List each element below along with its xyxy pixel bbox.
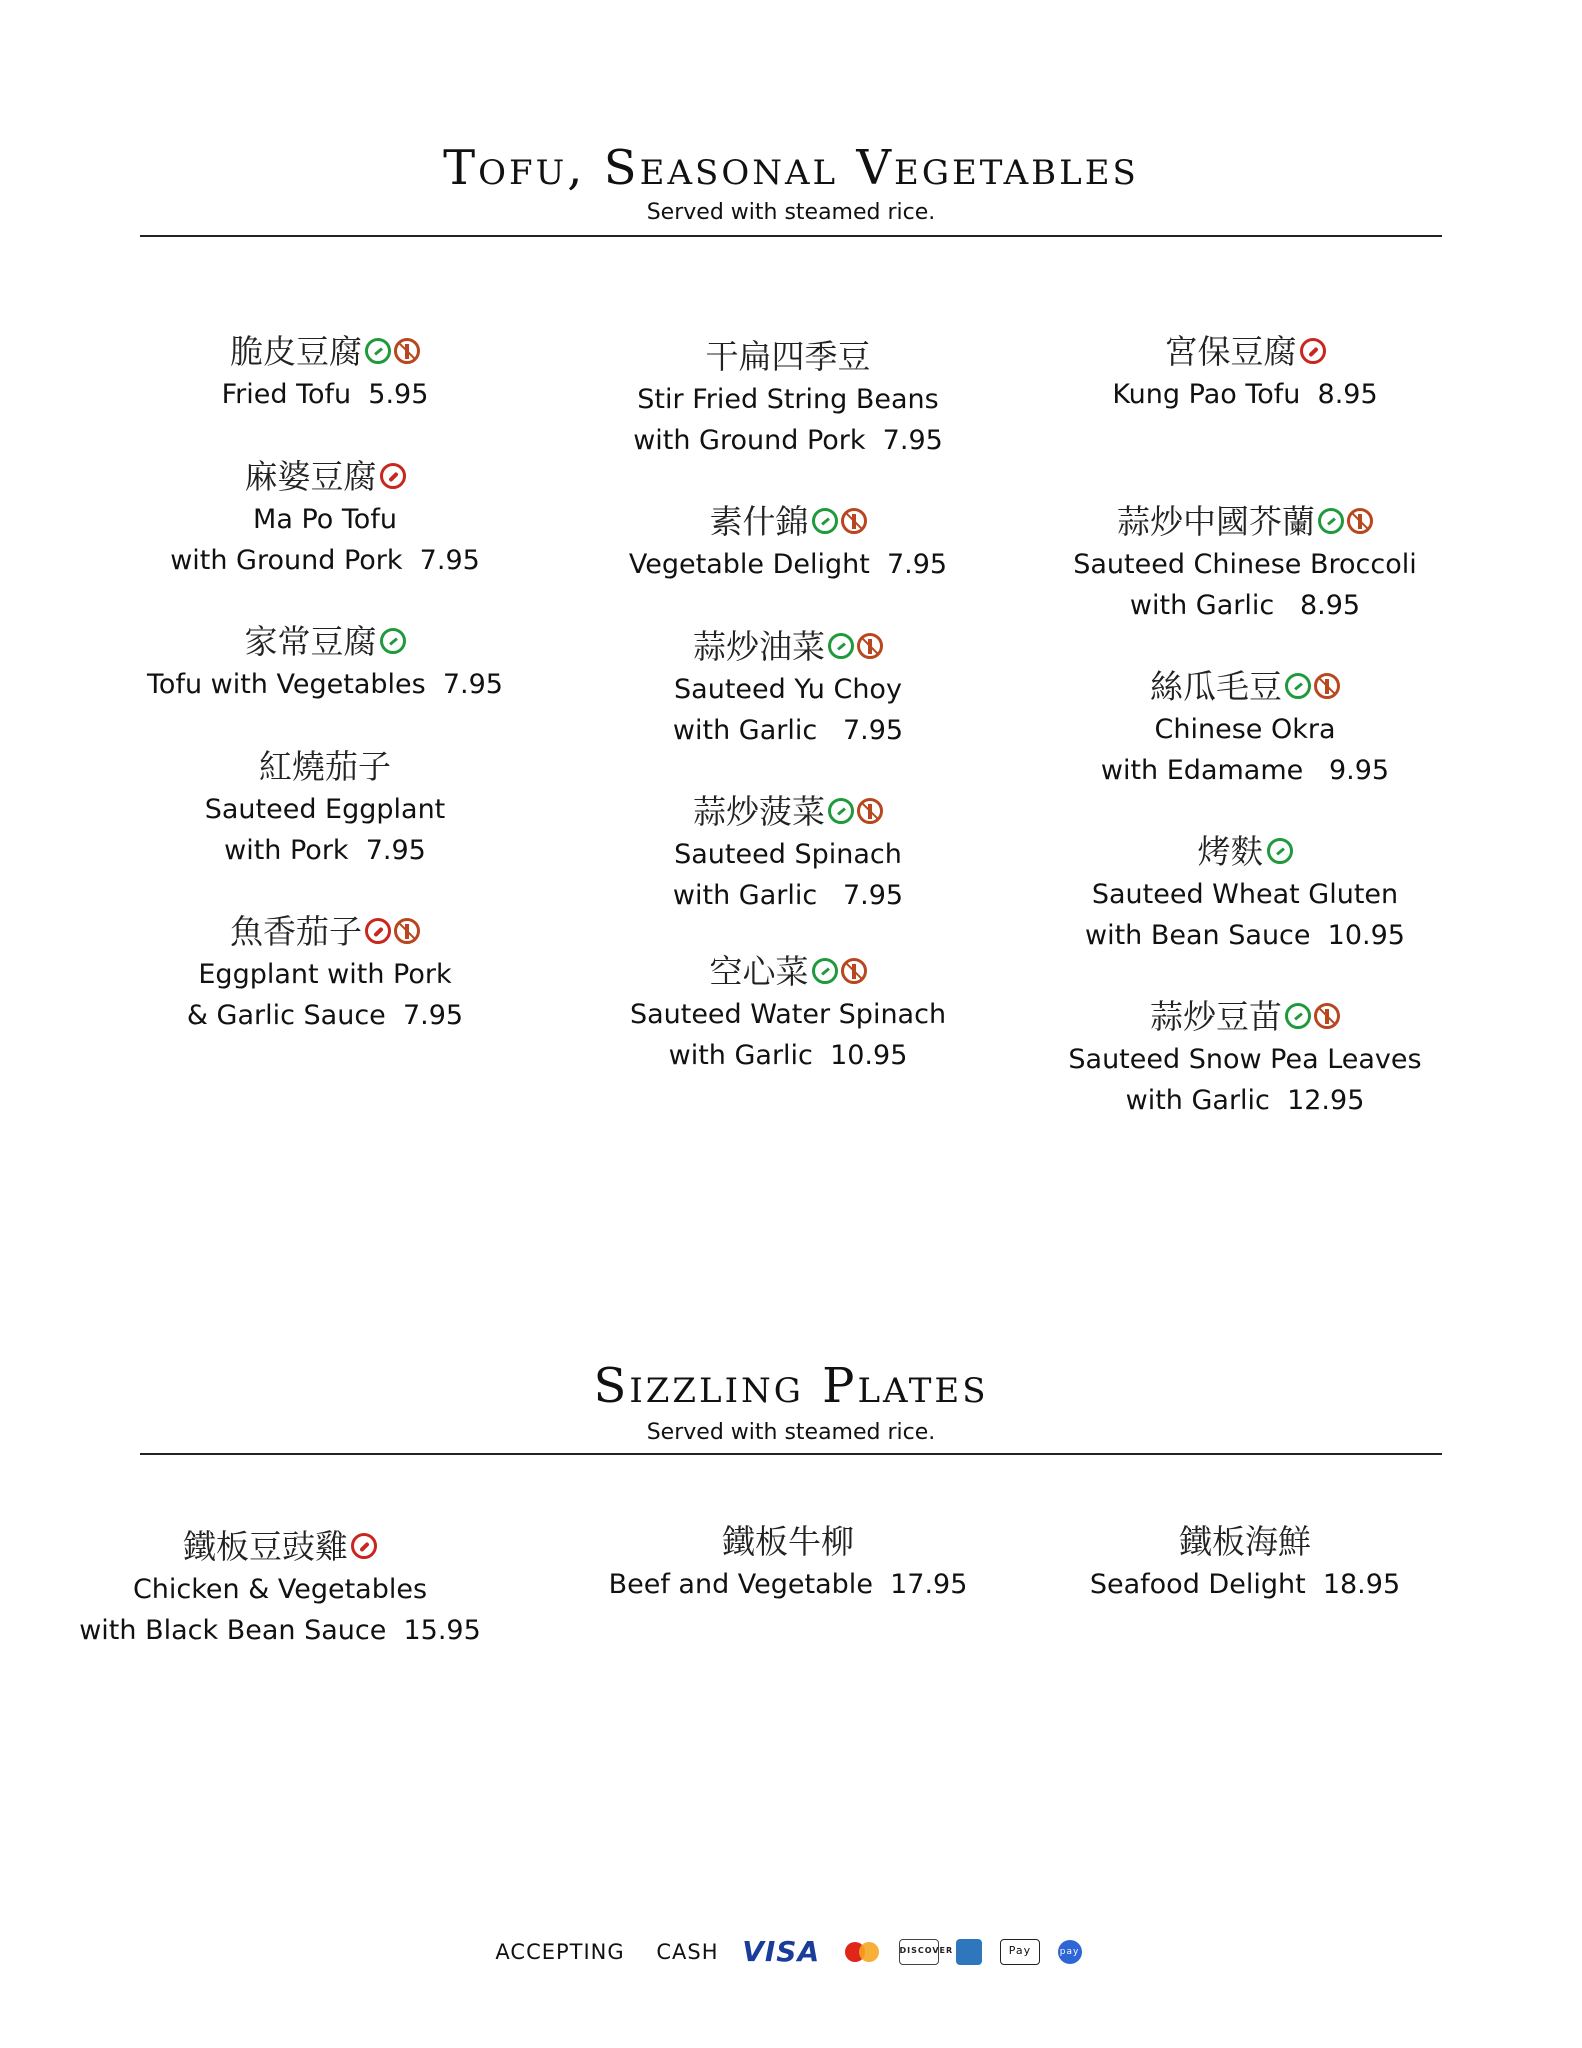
dish-chinese-text: 魚香茄子	[230, 912, 362, 951]
discover-icon: DISCOVER	[899, 1939, 939, 1965]
dish-chinese-name	[50, 1525, 510, 1569]
dish-chinese-name	[1015, 500, 1475, 544]
dish-english-line: with Pork 7.95	[224, 835, 426, 866]
apple-pay-icon: Pay	[1000, 1939, 1040, 1965]
dish-english-line: with Garlic 10.95	[668, 1040, 908, 1071]
section-divider	[140, 235, 1442, 237]
menu-item	[95, 620, 555, 705]
menu-item	[558, 335, 1018, 461]
dish-chinese-text: 家常豆腐	[244, 622, 377, 661]
vegetarian-icon	[812, 958, 838, 984]
dish-english-line: with Ground Pork 7.95	[633, 425, 943, 456]
menu-item	[95, 910, 555, 1036]
section-subtitle-sizzling: Served with steamed rice.	[646, 1420, 936, 1445]
dish-english-line: Sauteed Wheat Gluten	[1091, 879, 1399, 910]
menu-item	[558, 500, 1018, 585]
dish-chinese-name	[1015, 1520, 1475, 1564]
dish-chinese-name	[558, 1520, 1018, 1564]
vegetarian-icon	[1267, 838, 1293, 864]
dish-chinese-name	[558, 335, 1018, 379]
dish-english-line: Sauteed Spinach	[674, 839, 902, 870]
dish-english-line: Kung Pao Tofu 8.95	[1112, 379, 1378, 410]
amex-icon	[956, 1939, 982, 1965]
dish-english-line: with Edamame 9.95	[1100, 755, 1390, 786]
dish-english-line: with Garlic 7.95	[672, 715, 904, 746]
vegetarian-icon	[828, 798, 854, 824]
dish-chinese-text: 脆皮豆腐	[230, 332, 362, 371]
dish-chinese-text: 麻婆豆腐	[244, 457, 377, 496]
menu-item	[95, 330, 555, 415]
dish-chinese-text: 鐵板牛柳	[722, 1522, 854, 1561]
section-title-sizzling: Sizzling Plates	[593, 1358, 989, 1414]
dish-english-line: with Ground Pork 7.95	[170, 545, 480, 576]
dish-english-line: Vegetable Delight 7.95	[628, 549, 948, 580]
dish-chinese-text: 蒜炒油菜	[693, 627, 825, 666]
menu-item	[1015, 1520, 1475, 1605]
samsung-pay-icon: pay	[1058, 1940, 1082, 1964]
gluten-free-icon	[1314, 1003, 1340, 1029]
visa-logo: VISA	[742, 1935, 821, 1968]
vegetarian-icon	[828, 633, 854, 659]
section-divider	[140, 1453, 1442, 1455]
dish-english-line: Eggplant with Pork	[198, 959, 452, 990]
gluten-free-icon	[394, 918, 420, 944]
dish-chinese-name	[95, 745, 555, 789]
gluten-free-icon	[857, 798, 883, 824]
vegetarian-icon	[1285, 673, 1311, 699]
mastercard-icon	[843, 1940, 881, 1964]
dish-english-line: Sauteed Water Spinach	[629, 999, 947, 1030]
dish-chinese-name	[1015, 830, 1475, 874]
menu-item	[95, 455, 555, 581]
dish-chinese-text: 紅燒茄子	[259, 747, 391, 786]
dish-english-line: Tofu with Vegetables 7.95	[147, 669, 503, 700]
dish-chinese-name	[95, 910, 555, 954]
dish-english-line: with Garlic 7.95	[672, 880, 904, 911]
menu-item	[1015, 330, 1475, 415]
dish-english-line: with Garlic 12.95	[1125, 1085, 1365, 1116]
gluten-free-icon	[1314, 673, 1340, 699]
spicy-icon	[380, 463, 406, 489]
section-subtitle-tofu: Served with steamed rice.	[646, 200, 936, 225]
dish-english-line: & Garlic Sauce 7.95	[186, 1000, 464, 1031]
dish-chinese-name	[1015, 330, 1475, 374]
dish-chinese-text: 宮保豆腐	[1164, 332, 1297, 371]
accepting-label: ACCEPTING	[495, 1939, 625, 1964]
dish-english-line: Stir Fried String Beans	[637, 384, 939, 415]
dish-chinese-text: 鐵板海鮮	[1179, 1522, 1311, 1561]
dish-chinese-name	[95, 455, 555, 499]
vegetarian-icon	[365, 338, 391, 364]
dish-english-line: Sauteed Snow Pea Leaves	[1068, 1044, 1422, 1075]
menu-item	[50, 1525, 510, 1651]
gluten-free-icon	[1347, 508, 1373, 534]
dish-chinese-name	[95, 330, 555, 374]
cash-label: CASH	[656, 1939, 719, 1964]
menu-item	[558, 950, 1018, 1076]
dish-chinese-text: 蒜炒菠菜	[693, 792, 825, 831]
vegetarian-icon	[1285, 1003, 1311, 1029]
dish-chinese-text: 鐵板豆豉雞	[183, 1527, 348, 1566]
spicy-icon	[351, 1533, 377, 1559]
section-title-tofu: Tofu, Seasonal Vegetables	[443, 140, 1139, 196]
vegetarian-icon	[380, 628, 406, 654]
dish-chinese-text: 蒜炒豆苗	[1150, 997, 1282, 1036]
payment-methods	[0, 1935, 1582, 1968]
dish-chinese-name	[558, 500, 1018, 544]
menu-item	[558, 790, 1018, 916]
gluten-free-icon	[841, 508, 867, 534]
dish-english-line: with Black Bean Sauce 15.95	[79, 1615, 481, 1646]
dish-english-line: Sauteed Eggplant	[204, 794, 446, 825]
dish-english-line: with Garlic 8.95	[1129, 590, 1361, 621]
dish-chinese-name	[558, 625, 1018, 669]
menu-item	[558, 1520, 1018, 1605]
dish-chinese-text: 素什錦	[709, 502, 809, 541]
dish-english-line: Chicken & Vegetables	[132, 1574, 428, 1605]
dish-chinese-text: 烤麩	[1197, 832, 1264, 871]
spicy-icon	[1300, 338, 1326, 364]
dish-chinese-name	[1015, 665, 1475, 709]
menu-item	[1015, 665, 1475, 791]
dish-chinese-text: 絲瓜毛豆	[1150, 667, 1282, 706]
dish-english-line: Sauteed Yu Choy	[674, 674, 902, 705]
vegetarian-icon	[1318, 508, 1344, 534]
dish-english-line: Fried Tofu 5.95	[221, 379, 429, 410]
dish-english-line: Chinese Okra	[1154, 714, 1336, 745]
gluten-free-icon	[857, 633, 883, 659]
dish-english-line: Ma Po Tofu	[253, 504, 397, 535]
menu-item	[1015, 500, 1475, 626]
dish-chinese-text: 干扁四季豆	[705, 337, 871, 376]
dish-english-line: Beef and Vegetable 17.95	[608, 1569, 968, 1600]
gluten-free-icon	[841, 958, 867, 984]
dish-chinese-text: 空心菜	[709, 952, 809, 991]
vegetarian-icon	[812, 508, 838, 534]
gluten-free-icon	[394, 338, 420, 364]
dish-chinese-name	[1015, 995, 1475, 1039]
dish-chinese-text: 蒜炒中國芥蘭	[1117, 502, 1315, 541]
menu-item	[1015, 995, 1475, 1121]
dish-english-line: Sauteed Chinese Broccoli	[1073, 549, 1417, 580]
menu-item	[95, 745, 555, 871]
dish-english-line: with Bean Sauce 10.95	[1085, 920, 1405, 951]
dish-english-line: Seafood Delight 18.95	[1089, 1569, 1401, 1600]
menu-item	[558, 625, 1018, 751]
menu-item	[1015, 830, 1475, 956]
dish-chinese-name	[558, 790, 1018, 834]
spicy-icon	[365, 918, 391, 944]
dish-chinese-name	[558, 950, 1018, 994]
dish-chinese-name	[95, 620, 555, 664]
